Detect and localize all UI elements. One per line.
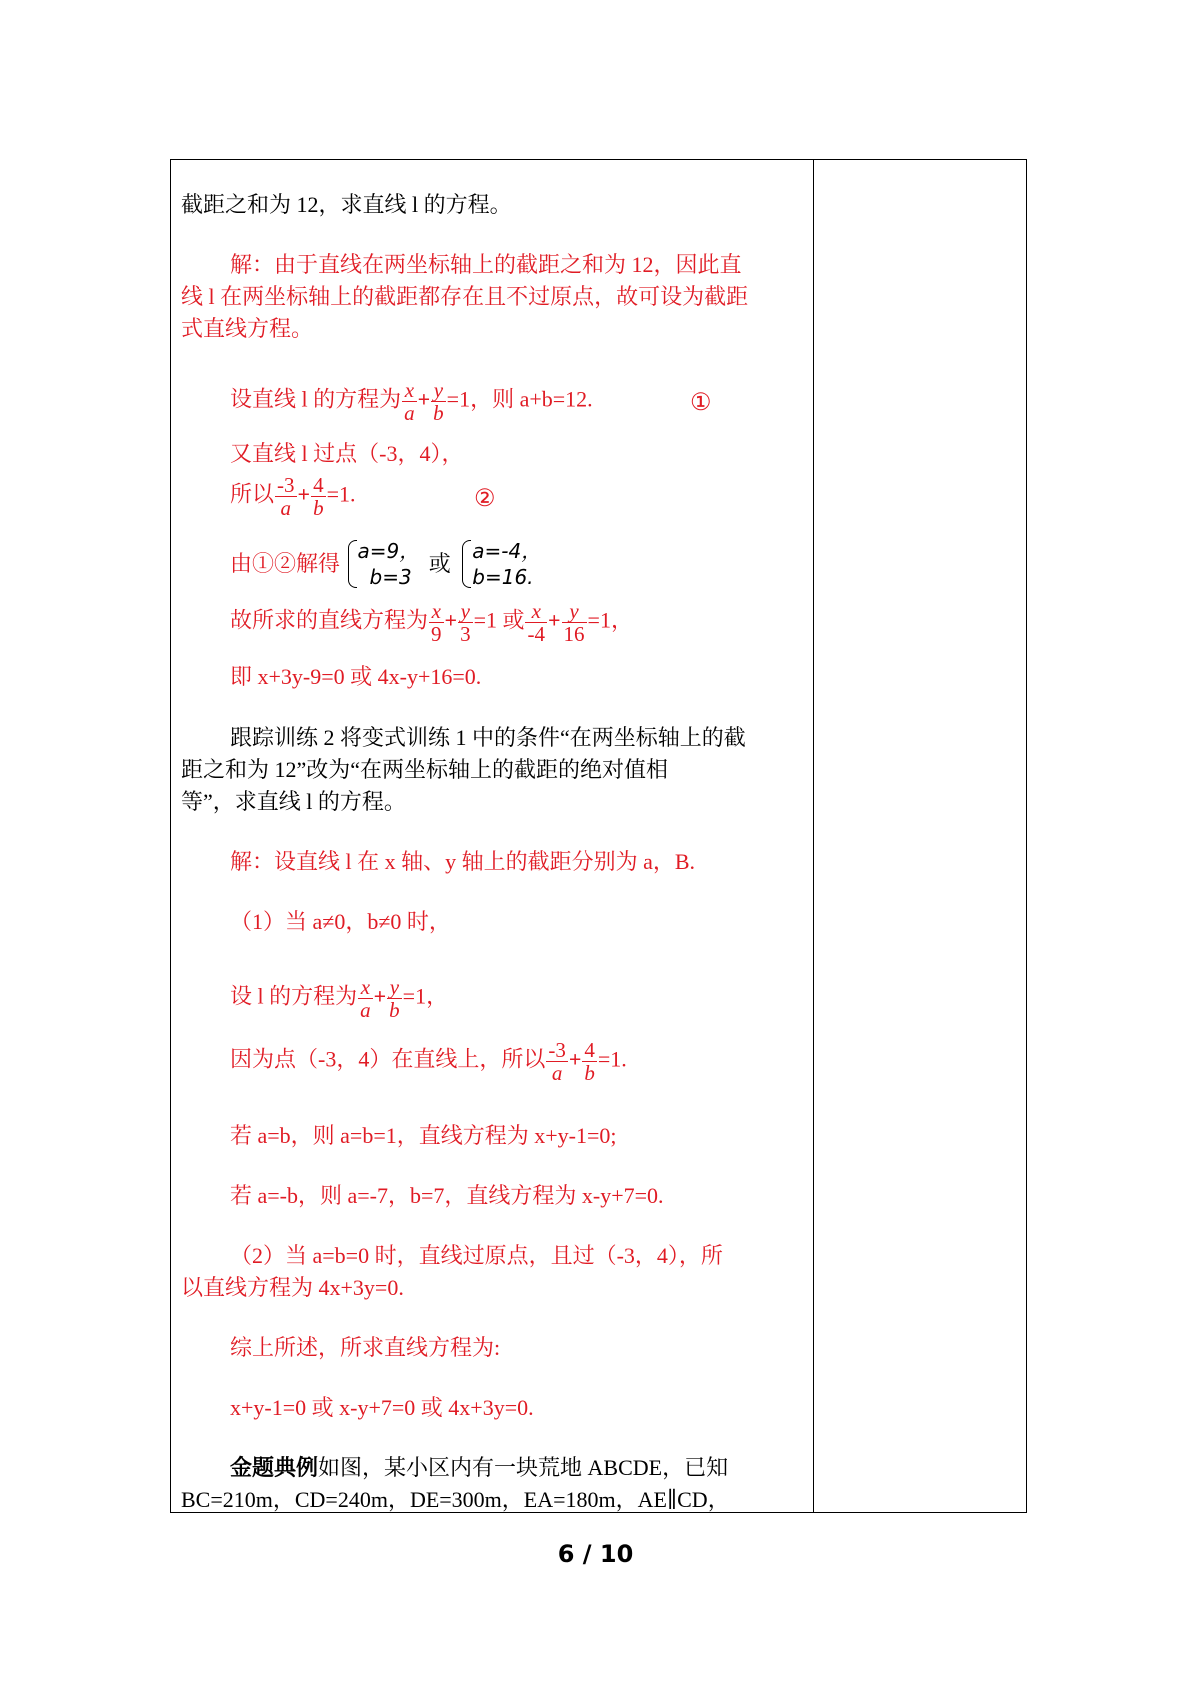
solution-text-line: 若 a=b，则 a=b=1，直线方程为 x+y-1=0;	[230, 1123, 617, 1148]
denominator: a	[360, 998, 371, 1023]
problem-text-line: 等”，求直线 l 的方程。	[181, 789, 406, 814]
numerator: -3	[548, 1038, 566, 1062]
equation-text: 因为点（-3，4）在直线上，所以	[230, 1046, 546, 1072]
numerator: y	[431, 379, 446, 402]
denominator: a	[404, 401, 415, 426]
or-word: 或	[428, 551, 451, 576]
problem-text-line: BC=210m，CD=240m，DE=300m，EA=180m，AE∥CD，	[181, 1487, 730, 1512]
equation-text: 由①②解得	[230, 551, 341, 576]
fraction	[387, 976, 402, 1021]
equation-line	[230, 379, 593, 424]
solution-text-line: 若 a=-b，则 a=-7，b=7，直线方程为 x-y+7=0.	[230, 1183, 664, 1208]
numerator: x	[358, 976, 373, 999]
plus-sign: +	[297, 481, 311, 507]
equation-text: =1，则 a+b=12.	[446, 386, 593, 412]
numerator: x	[525, 600, 547, 623]
fraction	[431, 379, 446, 424]
solution-text-line: 即 x+3y-9=0 或 4x-y+16=0.	[230, 664, 482, 689]
solution-text-line: 解：设直线 l 在 x 轴、y 轴上的截距分别为 a，B.	[230, 849, 696, 874]
fraction	[311, 474, 326, 519]
equation-text: 设 l 的方程为	[230, 983, 358, 1009]
plus-sign: +	[547, 607, 561, 633]
system-row: b=3	[369, 565, 412, 589]
circled-number-2: ②	[474, 486, 496, 512]
denominator: a	[551, 1061, 563, 1086]
denominator: b	[584, 1061, 595, 1086]
numerator: 4	[584, 1038, 595, 1062]
denominator: b	[313, 496, 324, 521]
numerator: y	[458, 600, 473, 623]
table-column-divider	[813, 159, 814, 1513]
fraction	[402, 379, 417, 424]
denominator: 3	[460, 622, 471, 647]
section-label: 金题典例	[230, 1455, 319, 1480]
numerator: 4	[313, 473, 324, 497]
circled-number-1: ①	[690, 390, 712, 416]
fraction	[358, 976, 373, 1021]
equation-text: =1.	[597, 1046, 627, 1072]
fraction	[525, 600, 547, 645]
denominator: -4	[527, 622, 545, 647]
page-number: 6 / 10	[557, 1540, 634, 1568]
solution-text-line: （2）当 a=b=0 时，直线过原点，且过（-3，4），所	[230, 1243, 723, 1268]
problem-text-line	[230, 1457, 728, 1479]
plus-sign: +	[373, 983, 387, 1009]
numerator: x	[402, 379, 417, 402]
plus-sign: +	[417, 386, 431, 412]
numerator: y	[562, 600, 587, 623]
problem-text: 如图，某小区内有一块荒地 ABCDE，已知	[318, 1455, 729, 1480]
solution-text-line: 以直线方程为 4x+3y=0.	[181, 1275, 404, 1300]
equation-system	[460, 538, 541, 590]
system-row: a=-4，	[472, 539, 542, 563]
table-frame	[170, 159, 1027, 1513]
fraction	[429, 600, 444, 645]
problem-text-line: 跟踪训练 2 将变式训练 1 中的条件“在两坐标轴上的截	[230, 725, 746, 750]
equation-text: =1 或	[473, 607, 525, 633]
solution-text-line: x+y-1=0 或 x-y+7=0 或 4x+3y=0.	[230, 1395, 534, 1420]
numerator: -3	[277, 473, 295, 497]
equation-text: =1.	[326, 481, 356, 507]
equation-line	[230, 1039, 627, 1084]
problem-text-line: 截距之和为 12，求直线 l 的方程。	[181, 192, 512, 217]
equation-line	[230, 474, 355, 519]
fraction	[546, 1039, 568, 1084]
solution-text-line: 式直线方程。	[181, 316, 314, 341]
equation-line	[230, 538, 541, 590]
system-row: b=16.	[472, 565, 534, 589]
denominator: 9	[431, 622, 442, 647]
fraction	[562, 600, 587, 645]
numerator: y	[387, 976, 402, 999]
solution-text-line: 解：由于直线在两坐标轴上的截距之和为 12，因此直	[230, 252, 742, 277]
equation-line	[230, 976, 448, 1021]
solution-text-line: 综上所述，所求直线方程为:	[230, 1335, 501, 1360]
numerator: x	[429, 600, 444, 623]
fraction	[458, 600, 473, 645]
equation-system	[346, 538, 420, 590]
fraction	[275, 474, 297, 519]
solution-text-line: 线 l 在两坐标轴上的截距都存在且不过原点，故可设为截距	[181, 284, 749, 309]
fraction	[582, 1039, 597, 1084]
solution-text-line: （1）当 a≠0，b≠0 时，	[230, 909, 451, 934]
equation-text: 设直线 l 的方程为	[230, 386, 402, 412]
equation-text: =1，	[402, 983, 449, 1009]
denominator: a	[280, 496, 292, 521]
plus-sign: +	[568, 1046, 582, 1072]
equation-text: =1，	[587, 607, 633, 633]
equation-text: 故所求的直线方程为	[230, 607, 429, 633]
denominator: b	[433, 401, 444, 426]
solution-text-line: 又直线 l 过点（-3，4），	[230, 441, 464, 466]
plus-sign: +	[444, 607, 458, 633]
denominator: b	[389, 998, 400, 1023]
equation-line	[230, 600, 633, 645]
denominator: 16	[563, 622, 585, 647]
system-row: a=9，	[357, 539, 420, 563]
problem-text-line: 距之和为 12”改为“在两坐标轴上的截距的绝对值相	[181, 757, 669, 782]
equation-text: 所以	[230, 481, 275, 507]
